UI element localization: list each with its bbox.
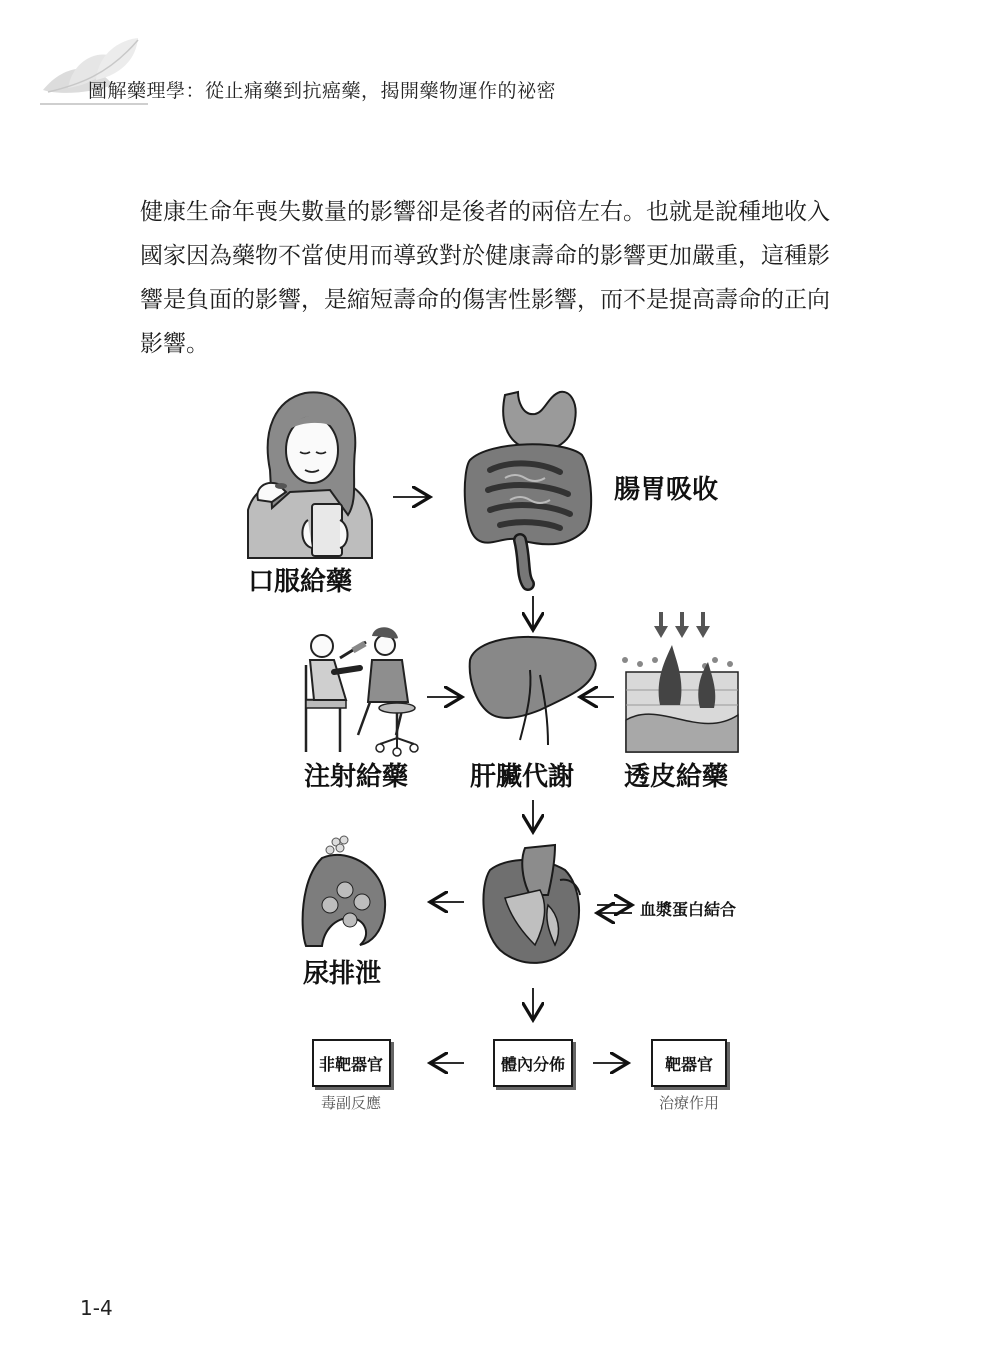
body-line: 響是負面的影響，是縮短壽命的傷害性影響，而不是提高壽命的正向 — [140, 287, 830, 313]
body-line: 影響。 — [140, 331, 209, 357]
body-line: 國家因為藥物不當使用而導致對於健康壽命的影響更加嚴重，這種影 — [140, 243, 830, 269]
injection-label: 注射給藥 — [304, 762, 409, 792]
liver-metabolism-label: 肝臟代謝 — [470, 762, 575, 792]
injection-scene-icon — [306, 627, 418, 756]
transdermal-label: 透皮給藥 — [624, 762, 729, 792]
kidney-icon — [303, 836, 386, 946]
woman-taking-pill-icon — [248, 392, 372, 558]
liver-icon — [470, 637, 596, 745]
oral-administration-label: 口服給藥 — [248, 567, 353, 597]
body-line: 健康生命年喪失數量的影響卻是後者的兩倍左右。也就是說種地收入 — [140, 199, 830, 225]
therapeutic-effect-label: 治療作用 — [658, 1094, 720, 1112]
non-target-organ-label: 非靶器官 — [318, 1055, 384, 1074]
target-organ-label: 靶器官 — [664, 1055, 714, 1074]
intestine-icon — [465, 392, 591, 584]
heart-icon — [483, 845, 580, 963]
plasma-binding-label: 血漿蛋白結合 — [640, 900, 737, 919]
gut-absorption-label: 腸胃吸收 — [614, 475, 719, 505]
running-header-title: 圖解藥理學：從止痛藥到抗癌藥，揭開藥物運作的祕密 — [88, 80, 557, 102]
adverse-effects-label: 毒副反應 — [320, 1094, 382, 1112]
page-number: 1-4 — [80, 1296, 113, 1320]
distribution-label: 體內分佈 — [500, 1055, 566, 1074]
urinary-excretion-label: 尿排泄 — [303, 959, 382, 989]
skin-layer-icon — [622, 612, 738, 752]
